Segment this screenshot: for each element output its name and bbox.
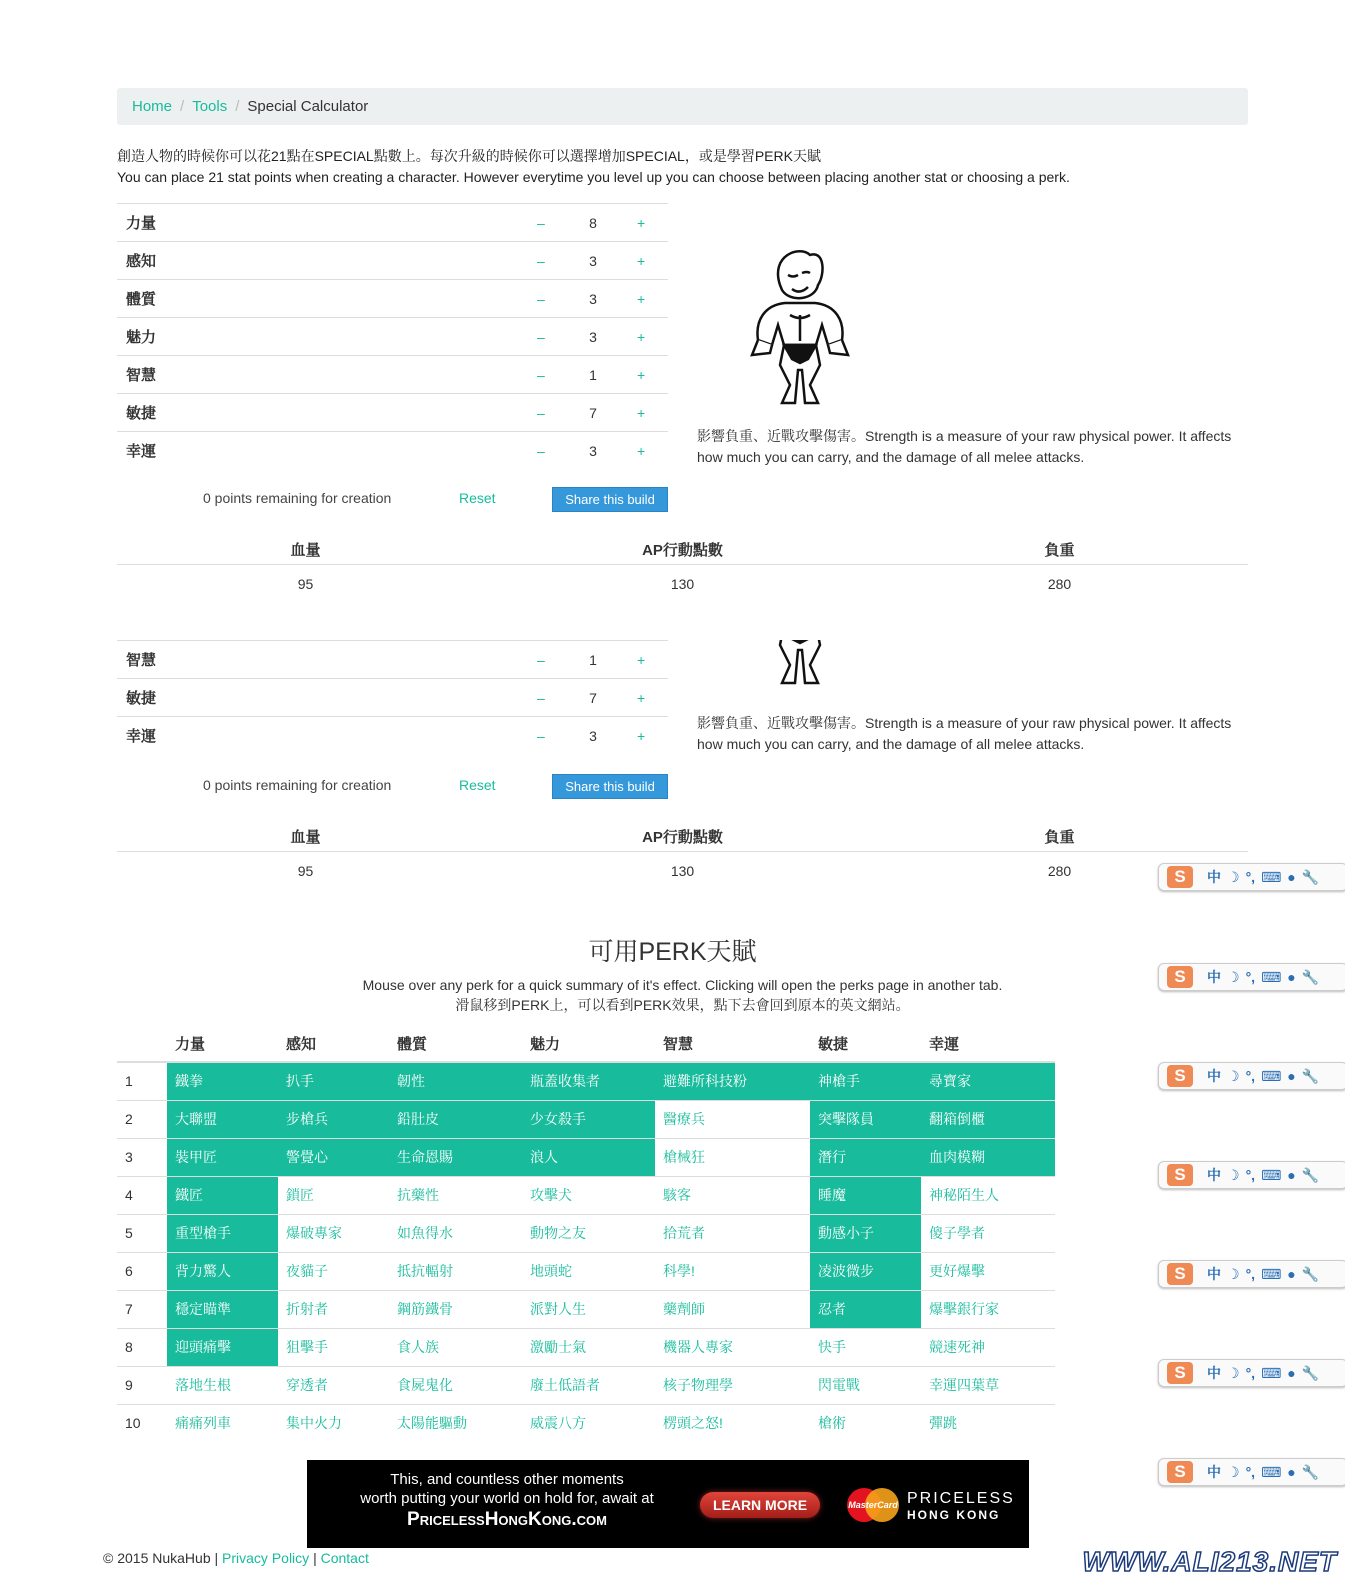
wrench-icon[interactable]: 🔧 [1301,868,1320,885]
perk-cell[interactable]: 穿透者 [278,1366,389,1404]
level-header [117,1025,167,1062]
derived-values [117,565,1248,603]
punctuation-icon[interactable]: °, [1245,1068,1256,1084]
perk-level: 2 [117,1100,167,1138]
perk-level: 8 [117,1328,167,1366]
decrement-button[interactable]: – [537,404,545,421]
perk-cell[interactable]: 神秘陌生人 [921,1176,1055,1214]
derived-header [117,822,1248,852]
perk-cell[interactable]: 激勵士氣 [522,1328,655,1366]
perk-cell[interactable]: 睡魔 [810,1176,921,1214]
stat-row [117,393,668,431]
perks-subtitle-en: Mouse over any perk for a quick summary of it's effect. Clicking will open the perks page in another tab. [362,977,1003,993]
perk-cell[interactable]: 瓶蓋收集者 [522,1062,655,1100]
chinese-mode-icon[interactable]: 中 [1207,969,1221,985]
watermark: WWW.ALI213.NET [1082,1546,1337,1577]
perk-cell[interactable]: 突擊隊員 [810,1100,921,1138]
derived-stats [117,822,1248,890]
perk-level: 4 [117,1176,167,1214]
perk-cell[interactable]: 槍術 [810,1404,921,1442]
derived-value: 130 [670,863,695,879]
decrement-button[interactable]: – [537,214,545,231]
keyboard-icon[interactable]: ⌨ [1261,968,1282,985]
user-icon[interactable]: ● [1287,1464,1296,1480]
stat-row [117,279,668,317]
perk-row [117,1290,1055,1328]
wrench-icon[interactable]: 🔧 [1301,1265,1320,1282]
decrement-button[interactable]: – [537,442,545,459]
moon-icon[interactable]: ☽ [1227,1463,1240,1480]
moon-icon[interactable]: ☽ [1227,1067,1240,1084]
ad-hongkong: HONG KONG [907,1508,1001,1522]
stat-row [117,355,668,393]
user-icon[interactable]: ● [1287,1068,1296,1084]
perk-cell[interactable]: 廢土低語者 [522,1366,655,1404]
perk-cell[interactable]: 科學! [655,1252,810,1290]
stat-description: 影響負重、近戰攻擊傷害。Strength is a measure of your raw physical power. It affects how much you can carry, and the damage of all melee attacks. [697,428,1232,465]
perk-level: 3 [117,1138,167,1176]
stat-row [117,678,668,716]
perk-cell[interactable]: 抗藥性 [389,1176,522,1214]
moon-icon[interactable]: ☽ [1227,1265,1240,1282]
perk-cell[interactable]: 尋寶家 [921,1062,1055,1100]
user-icon[interactable]: ● [1287,969,1296,985]
decrement-button[interactable]: – [537,651,545,668]
perk-cell[interactable]: 食人族 [389,1328,522,1366]
perk-cell[interactable]: 地頭蛇 [522,1252,655,1290]
decrement-button[interactable]: – [537,252,545,269]
chinese-mode-icon[interactable]: 中 [1207,1464,1221,1480]
perk-cell[interactable]: 鋼筋鐵骨 [389,1290,522,1328]
derived-value: 95 [297,576,314,592]
breadcrumb-current: Special Calculator [247,98,369,115]
user-icon[interactable]: ● [1287,869,1296,885]
perk-cell[interactable]: 爆擊銀行家 [921,1290,1055,1328]
breadcrumb-home[interactable]: Home [132,98,173,115]
vault-boy-image [750,245,850,413]
perk-cell[interactable]: 動物之友 [522,1214,655,1252]
intro-en: You can place 21 stat points when creating a character. However everytime you level up you can choose between placing another stat or choosing a perk. [117,169,1070,185]
perk-column-header: 敏捷 [810,1025,921,1062]
stat-name: 智慧 [126,652,157,669]
mastercard-logo: MasterCard [847,1488,899,1522]
decrement-button[interactable]: – [537,328,545,345]
perks-header-row [117,1025,1055,1062]
ime-toolbar[interactable] [1158,1458,1345,1486]
stat-value: 1 [589,651,597,668]
user-icon[interactable]: ● [1287,1365,1296,1381]
perk-cell[interactable]: 翻箱倒櫃 [921,1100,1055,1138]
sogou-logo-icon: S [1167,966,1193,988]
perk-cell[interactable]: 醫療兵 [655,1100,810,1138]
punctuation-icon[interactable]: °, [1245,969,1256,985]
perk-cell[interactable]: 駭客 [655,1176,810,1214]
perk-cell[interactable]: 威震八方 [522,1404,655,1442]
points-remaining: 0 points remaining for creation [203,490,392,506]
moon-icon[interactable]: ☽ [1227,1166,1240,1183]
stat-name: 敏捷 [126,405,157,422]
perk-cell[interactable]: 動感小子 [810,1214,921,1252]
perk-cell[interactable]: 彈跳 [921,1404,1055,1442]
perk-row [117,1214,1055,1252]
stat-name: 幸運 [126,443,157,460]
chinese-mode-icon[interactable]: 中 [1207,1068,1221,1084]
perk-cell[interactable]: 步槍兵 [278,1100,389,1138]
perk-cell[interactable]: 凌波微步 [810,1252,921,1290]
perk-cell[interactable]: 浪人 [522,1138,655,1176]
increment-button[interactable]: + [637,442,646,459]
perk-cell[interactable]: 折射者 [278,1290,389,1328]
perk-cell[interactable]: 鐵匠 [167,1176,278,1214]
privacy-policy-link[interactable]: Privacy Policy [222,1550,310,1566]
perk-cell[interactable]: 如魚得水 [389,1214,522,1252]
perk-cell[interactable]: 韌性 [389,1062,522,1100]
advertisement-banner[interactable] [307,1460,1029,1548]
perks-subtitle [117,975,1248,1015]
intro-text [117,146,1070,188]
keyboard-icon[interactable]: ⌨ [1261,1463,1282,1480]
ime-toolbar[interactable] [1158,1062,1345,1090]
keyboard-icon[interactable]: ⌨ [1261,868,1282,885]
keyboard-icon[interactable]: ⌨ [1261,1067,1282,1084]
perk-cell[interactable]: 抵抗輻射 [389,1252,522,1290]
moon-icon[interactable]: ☽ [1227,868,1240,885]
perk-level: 7 [117,1290,167,1328]
perk-row [117,1100,1055,1138]
keyboard-icon[interactable]: ⌨ [1261,1364,1282,1381]
perks-title: 可用PERK天賦 [588,938,757,966]
chinese-mode-icon[interactable]: 中 [1207,1365,1221,1381]
stat-row [117,431,668,469]
sogou-logo-icon: S [1167,866,1193,888]
sogou-logo-icon: S [1167,1164,1193,1186]
perk-row [117,1366,1055,1404]
perk-cell[interactable]: 更好爆擊 [921,1252,1055,1290]
stat-row [117,203,668,241]
ime-toolbar[interactable] [1158,963,1345,991]
increment-button[interactable]: + [637,252,646,269]
stat-name: 感知 [126,253,157,270]
wrench-icon[interactable]: 🔧 [1301,968,1320,985]
special-stats-list [117,640,668,754]
stat-value: 3 [589,252,597,269]
derived-label: 血量 [290,829,321,846]
stat-name: 敏捷 [126,690,157,707]
increment-button[interactable]: + [637,651,646,668]
vault-boy-legs-image [750,640,850,695]
perk-cell[interactable]: 生命恩賜 [389,1138,522,1176]
perks-table [117,1025,1055,1442]
sogou-logo-icon: S [1167,1362,1193,1384]
stat-value: 1 [589,366,597,383]
sogou-logo-icon: S [1167,1263,1193,1285]
perk-cell[interactable]: 集中火力 [278,1404,389,1442]
perk-cell[interactable]: 夜貓子 [278,1252,389,1290]
stat-description: 影響負重、近戰攻擊傷害。Strength is a measure of your raw physical power. It affects how much you can carry, and the damage of all melee attacks. [697,715,1232,752]
perk-cell[interactable]: 閃電戰 [810,1366,921,1404]
perk-cell[interactable]: 攻擊犬 [522,1176,655,1214]
increment-button[interactable]: + [637,214,646,231]
perk-cell[interactable]: 快手 [810,1328,921,1366]
punctuation-icon[interactable]: °, [1245,1365,1256,1381]
derived-value: 280 [1047,576,1072,592]
ime-toolbar[interactable] [1158,863,1345,891]
separator: | [313,1550,317,1566]
ad-site: PricelessHongKong.com [407,1509,607,1530]
perk-cell[interactable]: 幸運四葉草 [921,1366,1055,1404]
derived-values [117,852,1248,890]
intro-zh: 創造人物的時候你可以花21點在SPECIAL點數上。每次升級的時候你可以選擇增加SPECIAL，或是學習PERK天賦 [117,148,821,164]
perk-cell[interactable]: 扒手 [278,1062,389,1100]
perk-cell[interactable]: 血肉模糊 [921,1138,1055,1176]
perk-level: 5 [117,1214,167,1252]
punctuation-icon[interactable]: °, [1245,1266,1256,1282]
perk-cell[interactable]: 楞頭之怒! [655,1404,810,1442]
stat-value: 3 [589,727,597,744]
points-remaining: 0 points remaining for creation [203,777,392,793]
stat-value: 3 [589,442,597,459]
keyboard-icon[interactable]: ⌨ [1261,1166,1282,1183]
ime-toolbar[interactable] [1158,1359,1345,1387]
derived-value: 130 [670,576,695,592]
ime-toolbar[interactable] [1158,1260,1345,1288]
perk-cell[interactable]: 背力驚人 [167,1252,278,1290]
breadcrumb-separator: / [180,98,185,115]
contact-link[interactable]: Contact [320,1550,369,1566]
perk-column-header: 智慧 [655,1025,810,1062]
stat-value: 8 [589,214,597,231]
perk-cell[interactable]: 大聯盟 [167,1100,278,1138]
decrement-button[interactable]: – [537,727,545,744]
derived-value: 280 [1047,863,1072,879]
perk-cell[interactable]: 競速死神 [921,1328,1055,1366]
stat-name: 體質 [126,291,157,308]
perk-column-header: 魅力 [522,1025,655,1062]
derived-label: 負重 [1044,542,1075,559]
chinese-mode-icon[interactable]: 中 [1207,1167,1221,1183]
stat-value: 3 [589,290,597,307]
perk-row [117,1404,1055,1442]
stat-value: 7 [589,404,597,421]
perks-subtitle-zh: 滑鼠移到PERK上，可以看到PERK效果，點下去會回到原本的英文網站。 [455,997,910,1013]
creation-footer [117,487,668,513]
perk-cell[interactable]: 落地生根 [167,1366,278,1404]
perk-level: 9 [117,1366,167,1404]
punctuation-icon[interactable]: °, [1245,869,1256,885]
perk-row [117,1138,1055,1176]
ad-line2: worth putting your world on hold for, await at [360,1490,654,1507]
stat-row [117,640,668,678]
perk-cell[interactable]: 避難所科技粉 [655,1062,810,1100]
reset-link[interactable]: Reset [459,777,496,793]
page-footer [103,1550,369,1566]
user-icon[interactable]: ● [1287,1266,1296,1282]
perk-cell[interactable]: 鉛肚皮 [389,1100,522,1138]
perk-cell[interactable]: 少女殺手 [522,1100,655,1138]
wrench-icon[interactable]: 🔧 [1301,1166,1320,1183]
derived-stats [117,535,1248,603]
increment-button[interactable]: + [637,328,646,345]
breadcrumb-separator: / [235,98,240,115]
perk-cell[interactable]: 迎頭痛擊 [167,1328,278,1366]
copyright: © 2015 NukaHub [103,1550,211,1566]
increment-button[interactable]: + [637,290,646,307]
perk-cell[interactable]: 狙擊手 [278,1328,389,1366]
wrench-icon[interactable]: 🔧 [1301,1364,1320,1381]
decrement-button[interactable]: – [537,366,545,383]
special-stats-list [117,203,668,469]
perk-row [117,1328,1055,1366]
perk-cell[interactable]: 槍械狂 [655,1138,810,1176]
stat-row [117,317,668,355]
stat-name: 力量 [126,215,157,232]
creation-footer [117,774,668,800]
perk-cell[interactable]: 拾荒者 [655,1214,810,1252]
increment-button[interactable]: + [637,689,646,706]
breadcrumb-tools[interactable]: Tools [192,98,228,115]
ad-priceless: PRICELESS [907,1490,1015,1507]
perk-column-header: 幸運 [921,1025,1055,1062]
stat-name: 魅力 [126,329,157,346]
breadcrumb [117,88,1248,125]
perk-cell[interactable]: 警覺心 [278,1138,389,1176]
ad-line1: This, and countless other moments [390,1471,624,1488]
moon-icon[interactable]: ☽ [1227,968,1240,985]
increment-button[interactable]: + [637,727,646,744]
reset-link[interactable]: Reset [459,490,496,506]
punctuation-icon[interactable]: °, [1245,1167,1256,1183]
stat-name: 幸運 [126,728,157,745]
decrement-button[interactable]: – [537,290,545,307]
perk-level: 1 [117,1062,167,1100]
share-build-button[interactable]: Share this build [552,487,668,512]
perk-cell[interactable]: 太陽能驅動 [389,1404,522,1442]
punctuation-icon[interactable]: °, [1245,1464,1256,1480]
perk-cell[interactable]: 核子物理學 [655,1366,810,1404]
wrench-icon[interactable]: 🔧 [1301,1067,1320,1084]
moon-icon[interactable]: ☽ [1227,1364,1240,1381]
stat-name: 智慧 [126,367,157,384]
perk-cell[interactable]: 鐵拳 [167,1062,278,1100]
sogou-logo-icon: S [1167,1065,1193,1087]
derived-label: 血量 [290,542,321,559]
perk-cell[interactable]: 裝甲匠 [167,1138,278,1176]
perk-cell[interactable]: 神槍手 [810,1062,921,1100]
perk-cell[interactable]: 藥劑師 [655,1290,810,1328]
increment-button[interactable]: + [637,404,646,421]
chinese-mode-icon[interactable]: 中 [1207,1266,1221,1282]
perk-cell[interactable]: 派對人生 [522,1290,655,1328]
derived-header [117,535,1248,565]
ime-toolbar[interactable] [1158,1161,1345,1189]
derived-label: AP行動點數 [642,829,723,846]
keyboard-icon[interactable]: ⌨ [1261,1265,1282,1282]
increment-button[interactable]: + [637,366,646,383]
stat-row [117,241,668,279]
chinese-mode-icon[interactable]: 中 [1207,869,1221,885]
perk-cell[interactable]: 潛行 [810,1138,921,1176]
derived-value: 95 [297,863,314,879]
decrement-button[interactable]: – [537,689,545,706]
perk-column-header: 體質 [389,1025,522,1062]
perk-level: 6 [117,1252,167,1290]
perk-cell[interactable]: 穩定瞄準 [167,1290,278,1328]
stat-value: 3 [589,328,597,345]
perk-cell[interactable]: 傻子學者 [921,1214,1055,1252]
user-icon[interactable]: ● [1287,1167,1296,1183]
share-build-button[interactable]: Share this build [552,774,668,799]
perk-cell[interactable]: 忍者 [810,1290,921,1328]
sogou-logo-icon: S [1167,1461,1193,1483]
stat-value: 7 [589,689,597,706]
perk-cell[interactable]: 重型槍手 [167,1214,278,1252]
wrench-icon[interactable]: 🔧 [1301,1463,1320,1480]
derived-label: 負重 [1044,829,1075,846]
perk-column-header: 感知 [278,1025,389,1062]
perk-cell[interactable]: 爆破專家 [278,1214,389,1252]
perk-cell[interactable]: 食屍鬼化 [389,1366,522,1404]
perk-level: 10 [117,1404,167,1442]
perk-cell[interactable]: 痛痛列車 [167,1404,278,1442]
perk-cell[interactable]: 機器人專家 [655,1328,810,1366]
ad-learn-more-button[interactable]: LEARN MORE [700,1492,820,1518]
stat-row [117,716,668,754]
perk-row [117,1252,1055,1290]
separator: | [214,1550,219,1566]
perk-cell[interactable]: 鎖匠 [278,1176,389,1214]
perk-row [117,1062,1055,1100]
derived-label: AP行動點數 [642,542,723,559]
perk-column-header: 力量 [167,1025,278,1062]
perk-row [117,1176,1055,1214]
